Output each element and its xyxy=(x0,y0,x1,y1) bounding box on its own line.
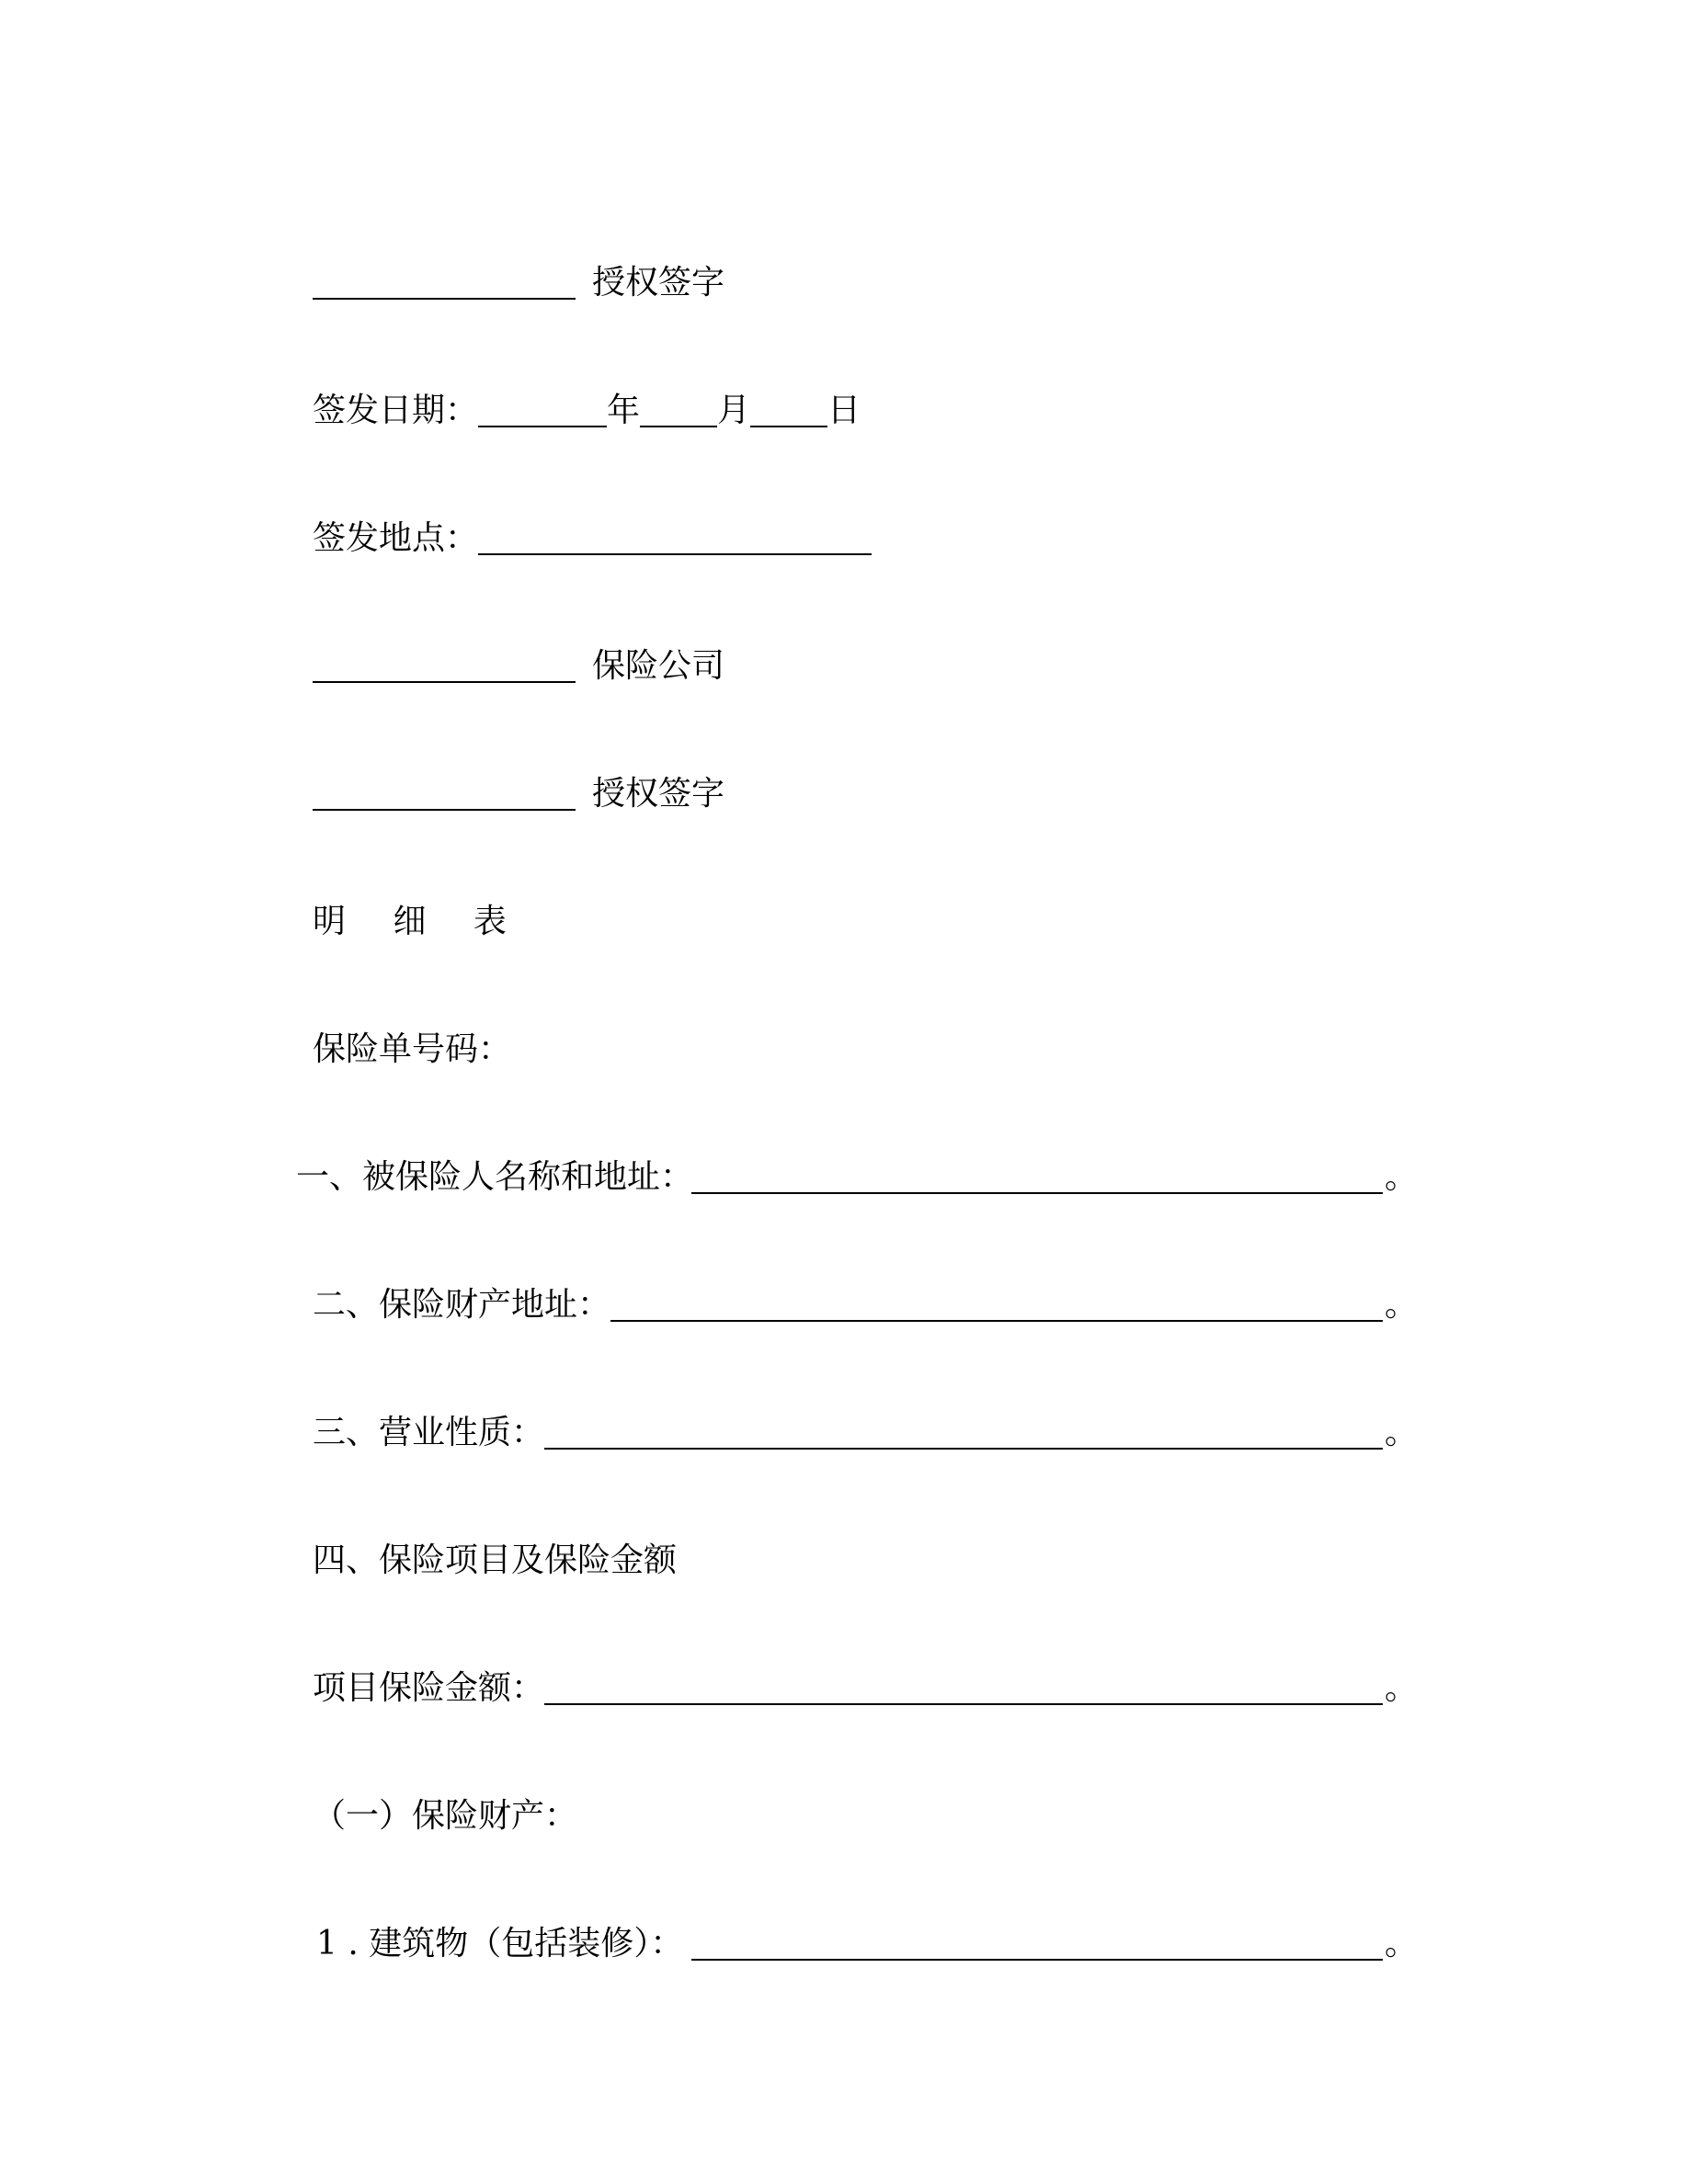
month-label: 月 xyxy=(717,392,751,429)
item-amount-label: 项目保险金额： xyxy=(313,1669,545,1707)
property-address-label: 二、保险财产地址： xyxy=(313,1286,611,1324)
schedule-title: 明 细 表 xyxy=(313,903,525,940)
period-mark: 。 xyxy=(1385,1669,1419,1707)
year-label: 年 xyxy=(607,392,641,429)
signature-blank xyxy=(313,298,576,300)
issue-date-line xyxy=(313,389,883,433)
signature-line-1 xyxy=(313,261,791,305)
insured-property-line xyxy=(313,1794,864,1838)
business-nature-line xyxy=(313,1411,1419,1455)
issue-place-label: 签发地点： xyxy=(313,519,479,557)
property-address-blank xyxy=(610,1320,1383,1322)
property-address-line xyxy=(313,1283,1419,1327)
item-amount-blank xyxy=(544,1703,1383,1705)
insurer-label: 保险公司 xyxy=(592,647,725,685)
year-blank xyxy=(478,426,607,427)
day-label: 日 xyxy=(827,392,861,429)
insured-items-heading-line xyxy=(313,1539,864,1583)
business-nature-label: 三、营业性质： xyxy=(313,1414,545,1451)
period-mark: 。 xyxy=(1385,1925,1419,1962)
insurer-blank xyxy=(313,681,576,683)
issue-date-label: 签发日期： xyxy=(313,392,479,429)
insurer-line xyxy=(313,644,791,688)
insured-items-heading: 四、保险项目及保险金额 xyxy=(313,1541,678,1579)
day-blank xyxy=(750,426,827,427)
insured-property-label: （一）保险财产： xyxy=(313,1797,578,1835)
insured-name-address-line xyxy=(296,1155,1419,1200)
building-line xyxy=(316,1922,1419,1966)
building-label: 1 . 建筑物（包括装修）： xyxy=(316,1925,684,1962)
issue-place-blank xyxy=(478,553,872,555)
signature-line-2 xyxy=(313,772,791,816)
policy-number-line xyxy=(313,1028,680,1072)
period-mark: 。 xyxy=(1385,1414,1419,1451)
signature-blank xyxy=(313,809,576,811)
schedule-title-line xyxy=(313,900,680,944)
period-mark: 。 xyxy=(1385,1158,1419,1196)
month-blank xyxy=(640,426,717,427)
policy-number-label: 保险单号码： xyxy=(313,1030,512,1068)
signature-label: 授权签字 xyxy=(592,775,725,813)
business-nature-blank xyxy=(544,1448,1383,1450)
signature-label: 授权签字 xyxy=(592,264,725,301)
insured-name-address-label: 一、被保险人名称和地址： xyxy=(296,1158,694,1196)
insured-name-address-blank xyxy=(691,1192,1383,1194)
building-blank xyxy=(691,1959,1383,1961)
period-mark: 。 xyxy=(1385,1286,1419,1324)
issue-place-line xyxy=(313,517,883,561)
item-amount-line xyxy=(313,1666,1419,1711)
